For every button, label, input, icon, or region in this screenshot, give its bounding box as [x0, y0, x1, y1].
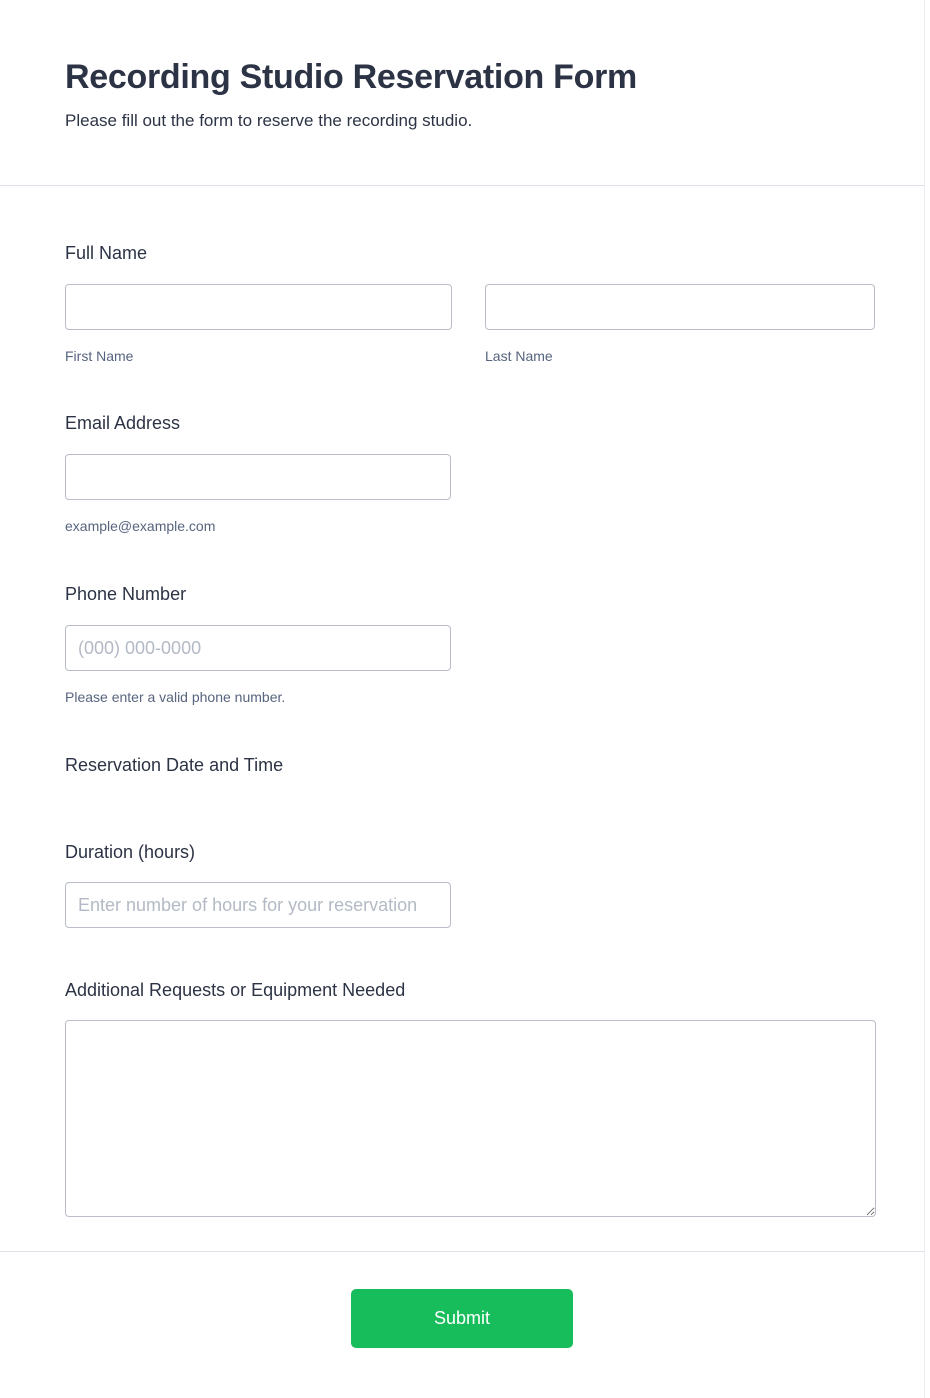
phone-sublabel: Please enter a valid phone number. — [65, 689, 286, 705]
field-full-name — [65, 242, 875, 365]
form-body — [0, 242, 924, 1217]
field-reservation-datetime — [65, 754, 875, 776]
duration-input[interactable] — [65, 882, 451, 928]
form-header — [0, 0, 924, 186]
last-name-group — [485, 284, 875, 365]
field-phone — [65, 583, 875, 706]
form-title: Recording Studio Reservation Form — [65, 58, 637, 96]
phone-input[interactable] — [65, 625, 451, 671]
field-email — [65, 412, 875, 535]
submit-button[interactable]: Submit — [351, 1289, 573, 1348]
last-name-input[interactable] — [485, 284, 875, 330]
phone-label: Phone Number — [65, 584, 187, 604]
additional-requests-label: Additional Requests or Equipment Needed — [65, 980, 406, 1000]
email-input[interactable] — [65, 454, 451, 500]
full-name-inputs-row — [65, 284, 875, 365]
submit-row — [0, 1289, 924, 1398]
reservation-datetime-label: Reservation Date and Time — [65, 755, 284, 775]
field-additional-requests — [65, 979, 875, 1217]
email-sublabel: example@example.com — [65, 518, 216, 534]
last-name-sublabel: Last Name — [485, 348, 553, 364]
duration-label: Duration (hours) — [65, 842, 196, 862]
form-subtitle: Please fill out the form to reserve the recording studio. — [65, 111, 473, 130]
email-label: Email Address — [65, 413, 181, 433]
additional-requests-textarea[interactable] — [65, 1020, 876, 1217]
first-name-group — [65, 284, 452, 365]
first-name-input[interactable] — [65, 284, 452, 330]
footer-divider — [0, 1251, 924, 1252]
full-name-label: Full Name — [65, 243, 148, 263]
first-name-sublabel: First Name — [65, 348, 134, 364]
field-duration — [65, 841, 875, 928]
